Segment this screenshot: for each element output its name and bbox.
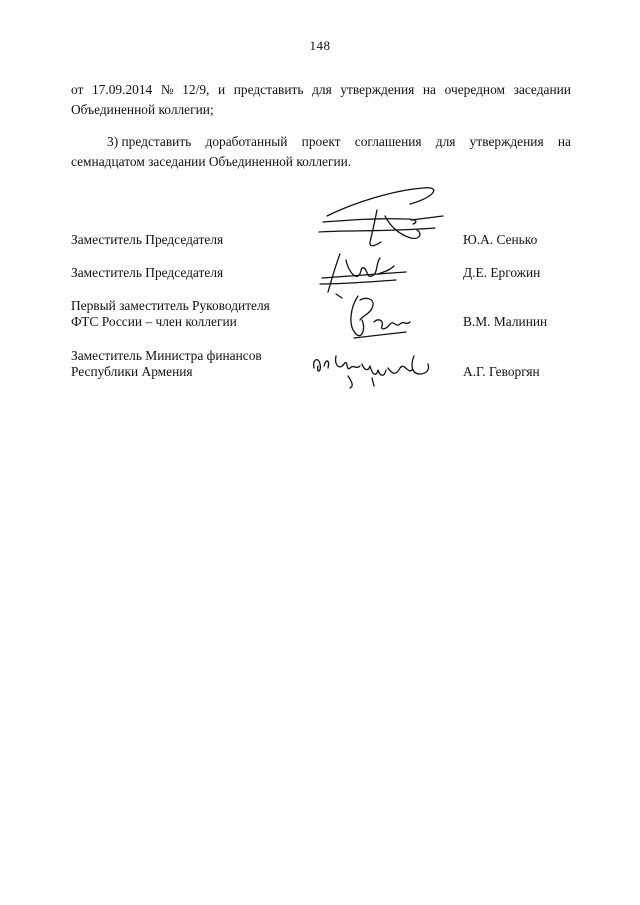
paragraph-line: Объединенной коллегии; (71, 102, 214, 117)
signatory-title: Республики Армения (71, 364, 193, 379)
signatory-name: А.Г. Геворгян (463, 364, 540, 379)
signatory-name: В.М. Малинин (463, 314, 548, 329)
word: очередном (444, 82, 505, 97)
word: на (557, 134, 571, 149)
word: утверждения (469, 134, 544, 149)
word: № (160, 82, 174, 97)
signatory-title: Первый заместитель Руководителя (71, 298, 270, 313)
signatory-name: Ю.А. Сенько (463, 232, 538, 247)
paragraph-line: семнадцатом заседании Объединенной коллегии. (71, 154, 352, 169)
signature-gevorgyan (308, 344, 438, 392)
word: для (312, 82, 332, 97)
word: на (422, 82, 437, 97)
signatory-title: Заместитель Председателя (71, 265, 224, 280)
paragraph-line (71, 80, 571, 100)
word: заседании (513, 82, 571, 97)
paragraph-item-3 (71, 132, 571, 172)
word: 12/9, (182, 82, 210, 97)
word: соглашения (354, 134, 422, 149)
signatory-title: ФТС России – член коллегии (71, 314, 237, 329)
signatory-title: Заместитель Министра финансов (71, 348, 262, 363)
word: представить (233, 82, 304, 97)
word: доработанный (205, 134, 288, 149)
word: 17.09.2014 (91, 82, 153, 97)
word: 3) представить (107, 134, 192, 149)
word: проект (301, 134, 341, 149)
signature-malinin (340, 286, 420, 350)
paragraph-continuation (71, 80, 571, 120)
signatory-name: Д.Е. Ергожин (463, 265, 541, 280)
word: от (71, 82, 84, 97)
word: утверждения (340, 82, 415, 97)
word: для (435, 134, 456, 149)
page-number: 148 (309, 38, 331, 53)
signatory-title: Заместитель Председателя (71, 232, 224, 247)
word: и (217, 82, 226, 97)
paragraph-line (71, 132, 571, 152)
